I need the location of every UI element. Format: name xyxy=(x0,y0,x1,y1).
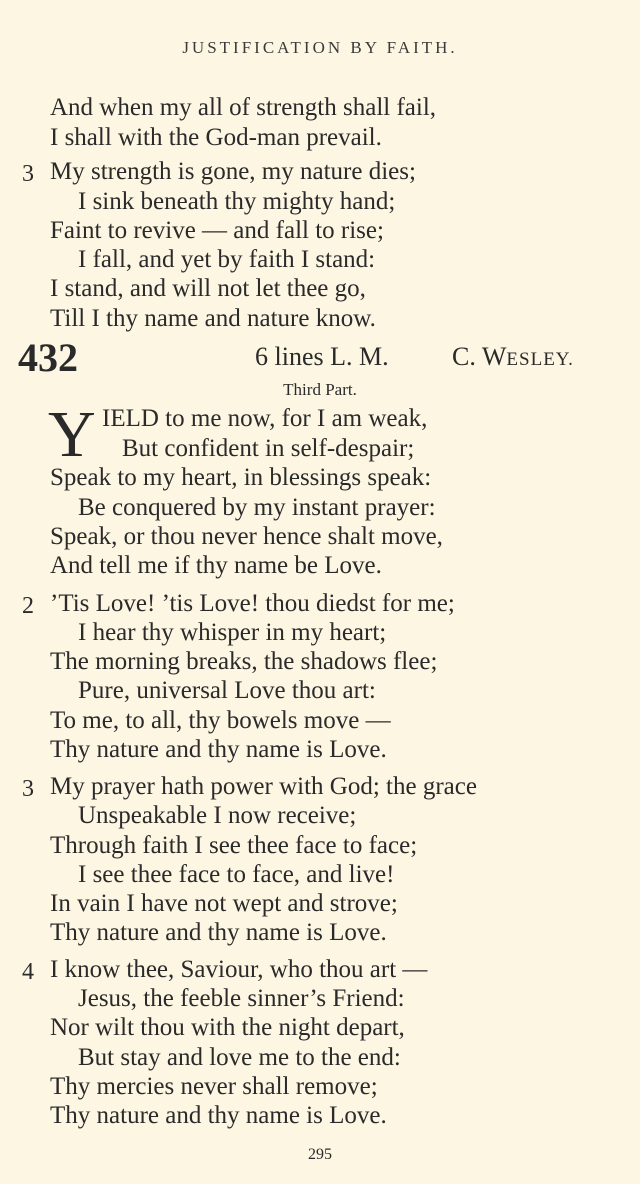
verse-line: My prayer hath power with God; the grace xyxy=(50,773,477,800)
drop-cap: Y xyxy=(48,398,96,471)
verse-line: I stand, and will not let thee go, xyxy=(50,275,366,302)
hymn-meter: 6 lines L. M. xyxy=(255,342,389,371)
verse-line: I see thee face to face, and live! xyxy=(78,861,395,888)
author-initial: C. W xyxy=(452,342,507,371)
verse-line: Pure, universal Love thou art: xyxy=(78,677,376,704)
verse-line: My strength is gone, my nature dies; xyxy=(50,158,416,185)
stanza-number: 2 xyxy=(22,593,34,619)
verse-line: And when my all of strength shall fail, xyxy=(50,94,437,121)
stanza-number: 3 xyxy=(22,161,34,187)
verse-line: I shall with the God-man prevail. xyxy=(50,124,382,151)
verse-line: Thy mercies never shall remove; xyxy=(50,1073,378,1100)
part-subtitle: Third Part. xyxy=(283,380,357,399)
verse-line: IELD to me now, for I am weak, xyxy=(102,405,428,432)
hymn-number: 432 xyxy=(18,335,78,380)
verse-line: Speak to my heart, in blessings speak: xyxy=(50,464,432,491)
verse-line: Thy nature and thy name is Love. xyxy=(50,1102,387,1129)
verse-line: I hear thy whisper in my heart; xyxy=(78,619,387,646)
verse-line: Unspeakable I now receive; xyxy=(78,802,357,829)
verse-line: But stay and love me to the end: xyxy=(78,1044,401,1071)
verse-line: Thy nature and thy name is Love. xyxy=(50,919,387,946)
stanza-number: 3 xyxy=(22,776,34,802)
verse-line: Faint to revive — and fall to rise; xyxy=(50,217,384,244)
verse-line: Be conquered by my instant prayer: xyxy=(78,494,436,521)
verse-line: Speak, or thou never hence shalt move, xyxy=(50,523,443,550)
verse-line: In vain I have not wept and strove; xyxy=(50,890,398,917)
hymn-author xyxy=(452,340,574,377)
verse-line: Through faith I see thee face to face; xyxy=(50,832,418,859)
verse-line: I sink beneath thy mighty hand; xyxy=(78,188,396,215)
verse-line: Till I thy name and nature know. xyxy=(50,305,376,332)
verse-line: I know thee, Saviour, who thou art — xyxy=(50,956,428,983)
verse-line: To me, to all, thy bowels move — xyxy=(50,707,391,734)
page-number: 295 xyxy=(308,1146,332,1163)
author-surname: ESLEY. xyxy=(506,349,574,370)
verse-line: But confident in self-despair; xyxy=(122,435,415,462)
verse-line: ’Tis Love! ’tis Love! thou diedst for me; xyxy=(50,590,455,617)
verse-line: I fall, and yet by faith I stand: xyxy=(78,246,376,273)
running-header: JUSTIFICATION BY FAITH. xyxy=(182,38,458,57)
verse-line: Jesus, the feeble sinner’s Friend: xyxy=(78,985,405,1012)
verse-line: And tell me if thy name be Love. xyxy=(50,552,382,579)
verse-line: Thy nature and thy name is Love. xyxy=(50,736,387,763)
verse-line: Nor wilt thou with the night depart, xyxy=(50,1014,405,1041)
verse-line: The morning breaks, the shadows flee; xyxy=(50,648,438,675)
stanza-number: 4 xyxy=(22,959,34,985)
